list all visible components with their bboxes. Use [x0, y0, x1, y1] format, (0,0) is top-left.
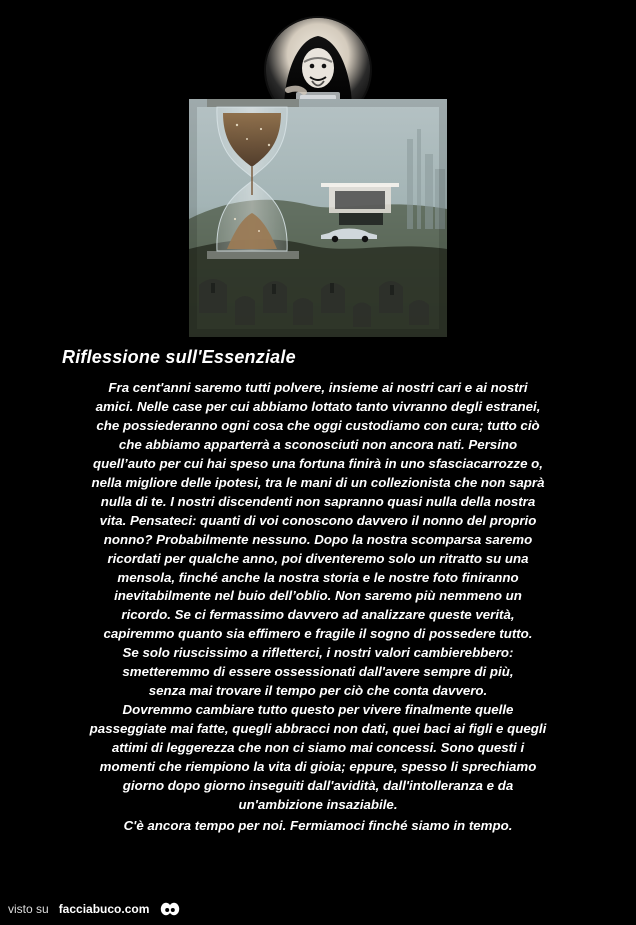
footer-site-link[interactable]: facciabuco.com: [58, 902, 150, 916]
footer: [8, 901, 181, 917]
footer-prefix: visto su: [8, 902, 49, 916]
eyes-icon: [159, 901, 181, 917]
artwork: [189, 99, 447, 337]
hourglass-cemetery-artwork: [189, 99, 447, 337]
article-title: Riflessione sull'Essenziale: [62, 347, 296, 367]
article-closing: C'è ancora tempo per noi. Fermiamoci finché siamo in tempo.: [123, 818, 513, 833]
article-body: Fra cent'anni saremo tutti polvere, insieme ai nostri cari e ai nostri amici. Nelle case per cui abbiamo lottato tanto vivranno degli estranei, che possiederanno ogni cosa che oggi custodiamo con cura; tutto ciò che abbiamo apparterrà a sconosciuti non ancora nati. Persino quell’auto per cui hai speso una fortuna finirà in uno sfasciacarrozze o, nella migliore delle ipotesi, tra le mani di un collezionista che non saprà nulla di te. I nostri discendenti non sapranno quasi nulla della nostra vita. Pensateci: quanti di voi conoscono davvero il nonno del proprio nonno? Probabilmente nessuno. Dopo la nostra scomparsa saremo ricordati per qualche anno, poi diventeremo solo un ritratto su una mensola, finché anche la nostra storia e le nostre foto finiranno inevitabilmente nel buio dell’oblio. Non saremo più nemmeno un ricordo. Se ci fermassimo davvero ad analizzare queste verità, capiremmo quanto sia effimero e fragile il sogno di possedere tutto. Se solo riuscissimo a rifletterci, i nostri valori cambierebbero: smetteremmo di essere ossessionati dall'avere sempre di più, senza mai trovare il tempo per ciò che conta davvero. Dovremmo cambiare tutto questo per vivere finalmente quelle passeggiate mai fatte, quegli abbracci non dati, quei baci ai figli e quegli attimi di leggerezza che non ci siamo mai concessi. Sono questi i momenti che riempiono la vita di gioia; eppure, spesso li sprechiamo giorno dopo giorno inseguiti dall'avidità, dall'intolleranza e da un'ambizione insaziabile.: [89, 380, 547, 812]
